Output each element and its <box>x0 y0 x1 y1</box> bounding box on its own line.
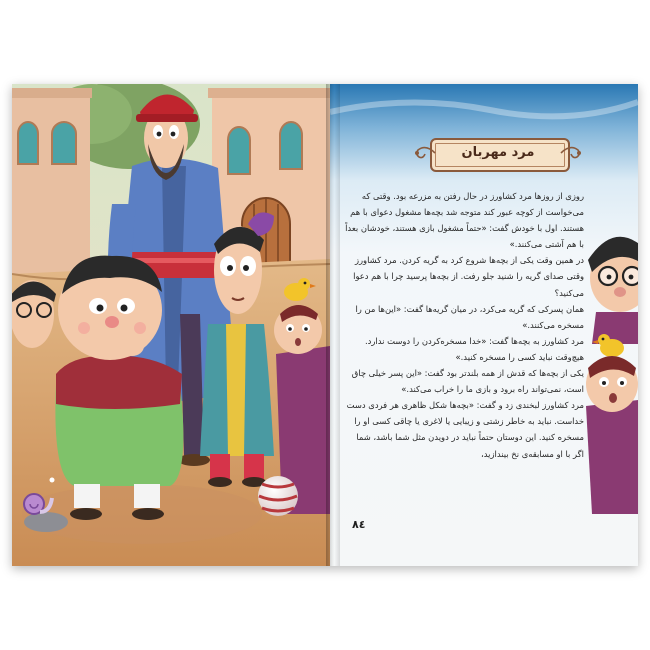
rock <box>24 512 68 532</box>
story-paragraph: مرد کشاورز لبخندی زد و گفت: «بچه‌ها شکل ظاهری هر فردی دست خداست. نباید به خاطر زشتی و زیبایی یا لاغری یا چاقی کسی او را مسخره کنید. این دوستان حتماً نباید در دویدن مثل شما باشد، شما اگر با او مسابقه‌ی نخ بیندازید، <box>346 400 584 459</box>
illustration-page <box>12 84 330 566</box>
story-illustration <box>12 84 330 566</box>
open-book <box>12 84 638 566</box>
story-text <box>344 188 584 462</box>
glasses-kid-icon <box>588 237 638 344</box>
chapter-title-plaque <box>414 134 582 174</box>
story-paragraph: همان پسرکی که گریه می‌کرد، در میان گریه‌ها گفت: «این‌ها من را مسخره می‌کنند.» <box>355 303 584 330</box>
chapter-title: مرد مهربان <box>461 144 535 160</box>
page-number: ۸٤ <box>352 518 366 531</box>
window-icon <box>18 122 38 164</box>
book-spine <box>326 84 340 566</box>
window-icon <box>52 122 76 164</box>
flourish-icon <box>560 142 582 164</box>
story-paragraph: یکی از بچه‌ها که قدش از همه بلندتر بود گفت: «این پسر خیلی چاق است، نمی‌تواند راه برود و بازی ما را خراب می‌کند.» <box>351 368 584 395</box>
story-paragraph: روزی از روزها مرد کشاورز در حال رفتن به مزرعه بود. وقتی که می‌خواست از کوچه عبور کند متوجه شد بچه‌ها مشغول دعوای با هم هستند. اول با خودش گفت: «حتماً مشغول بازی هستند، خودشان بعداً با هم آشتی می‌کنند.» <box>345 191 584 250</box>
small-kid-figure <box>586 356 638 514</box>
story-paragraph: مرد کشاورز به بچه‌ها گفت: «خدا مسخره‌کردن را دوست ندارد. هیچ‌وقت نباید کسی را مسخره کنید.» <box>365 335 584 362</box>
story-paragraph: در همین وقت یکی از بچه‌ها شروع کرد به گریه کردن. مرد کشاورز وقتی صدای گریه را شنید جلو رفت. از بچه‌ها پرسید چرا با هم دعوا می‌کنید؟ <box>353 255 584 298</box>
text-page <box>330 84 638 566</box>
flourish-icon <box>414 142 436 164</box>
window-icon <box>280 122 302 169</box>
window-icon <box>228 127 250 174</box>
striped-ball-icon <box>258 476 298 516</box>
